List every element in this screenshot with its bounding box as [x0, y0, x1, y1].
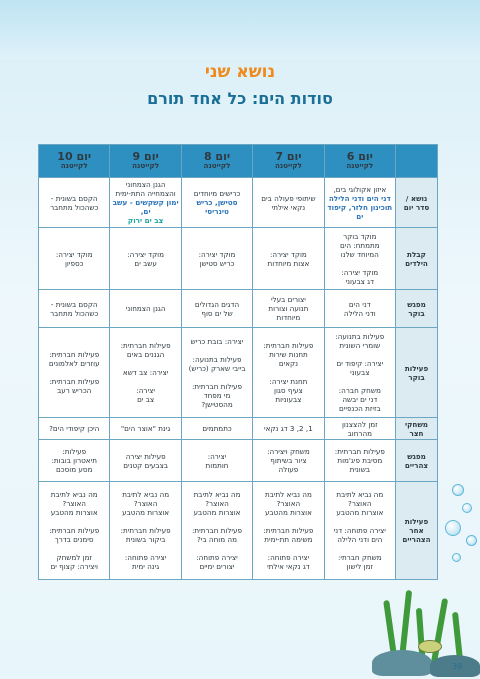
- page-number: 39: [452, 662, 463, 671]
- sea-background: [0, 0, 480, 60]
- table-cell: גינת "אוצר הים": [110, 418, 181, 440]
- table-row: [39, 290, 438, 328]
- table-cell: הקסם בשונית - כשהכול מתחבר: [39, 290, 110, 328]
- table-cell: יצורים בעלי תנועה וצורות מיוחדות: [253, 290, 324, 328]
- table-row: [39, 178, 438, 228]
- fish-icon: [418, 640, 442, 653]
- row-header: משחקי חצר: [396, 418, 438, 440]
- table-cell: משחק ויצירה: ציור בשיתוף פעולה: [253, 440, 324, 482]
- topic-heading: נושא שני: [204, 62, 276, 82]
- table-cell: יצירה: בובת כריש פעילות בתנועה: בייבי שארק (כריש) פעילות חברתית: מי מפחד מהסטישן?: [181, 328, 252, 418]
- table-cell: דני הים ודני הלילה: [324, 290, 395, 328]
- table-cell: פעילות חברתית: עוזרים לאלמונים פעילות חברתית: הכריש רעב: [39, 328, 110, 418]
- table-row: [39, 440, 438, 482]
- row-header: מפגש בוקר: [396, 290, 438, 328]
- schedule-table: [38, 144, 438, 580]
- table-cell: הקסם בשונית - כשהכול מתחבר: [39, 178, 110, 228]
- row-header: פעילות אחר הצהריים: [396, 482, 438, 580]
- table-cell: מה נביא לתיבת האוצר? אוצרות מהטבע פעילות חברתית: ביקור בשונית יצירה פתוחה: גינה ימית: [110, 482, 181, 580]
- table-cell: מוקד יצירה: כספיון: [39, 228, 110, 290]
- day-header: יום 6 לקייטנה: [324, 145, 395, 178]
- table-cell: מוקד יצירה: כריש סטישן: [181, 228, 252, 290]
- table-cell: מה נביא לתיבת האוצר? אוצרות מהטבע פעילות חברתית: משימה תת-ימית יצירה פתוחה: דג נקאי אילתי: [253, 482, 324, 580]
- table-cell: הדגים הגדולים של ים סוף: [181, 290, 252, 328]
- table-cell: פעילות חברתית: הגננים באים יצירה: צב דשא יצירה: צב ים: [110, 328, 181, 418]
- table-cell: כתמתמים: [181, 418, 252, 440]
- table-header-row: [39, 145, 438, 178]
- table-row: [39, 418, 438, 440]
- table-row: [39, 228, 438, 290]
- table-row: [39, 328, 438, 418]
- row-header: מפגש צהריים: [396, 440, 438, 482]
- corner-cell: [396, 145, 438, 178]
- table-cell: הגנן הצמחוני והצמחייה התת-ימית ימון קשקשים - עשב ים, צב ים ירוק: [110, 178, 181, 228]
- table-row: [39, 482, 438, 580]
- day-header: יום 7 לקייטנה: [253, 145, 324, 178]
- bubble: [452, 553, 461, 562]
- day-header: יום 10 לקייטנה: [39, 145, 110, 178]
- table-cell: יצירה: חותמות: [181, 440, 252, 482]
- bubble: [462, 503, 472, 513]
- day-header: יום 9 לקייטנה: [110, 145, 181, 178]
- bubble: [445, 520, 461, 536]
- bubble: [466, 535, 477, 546]
- table-cell: מוקד יצירה: עשב ים: [110, 228, 181, 290]
- table-cell: איזון אקולוגי בים, דני הים ודני הלילה תוכינון חלזר, קיפוד ים: [324, 178, 395, 228]
- table-cell: הגנן הצמחוני: [110, 290, 181, 328]
- table-cell: היכן קיפודי הים?: [39, 418, 110, 440]
- table-cell: כרישים מיוחדים סטישן, כריש טינריסי: [181, 178, 252, 228]
- row-header: פעילות בוקר: [396, 328, 438, 418]
- table-cell: 1, 2, 3 דג נקאי: [253, 418, 324, 440]
- table-cell: מה נביא לתיבת האוצר? אוצרות מהטבע פעילות חברתית: סימנים בדרך זמן למשחק ויצירה: קצוף ים: [39, 482, 110, 580]
- rock: [372, 650, 432, 676]
- table-cell: פעילות: תיאטרון בובות: מסע מוסכם: [39, 440, 110, 482]
- table-cell: מה נביא לתיבת האוצר? אוצרות מהטבע יצירה פתוחה: דני הים ודני הלילה משחק חברתי: זמן לישון: [324, 482, 395, 580]
- bubble: [452, 484, 464, 496]
- row-header: נושא / סדר יום: [396, 178, 438, 228]
- table-cell: זמן להצצנון מהרחוב: [324, 418, 395, 440]
- table-cell: מה נביא לתיבת האוצר? אוצרות מהטבע פעילות חברתית: מה מוחה בי? יצירה פתוחה: יצורים ימיים: [181, 482, 252, 580]
- page-title: סודות הים: כל אחד תורם: [147, 89, 333, 108]
- table-cell: פעילות יצירה בצבעים קטנים: [110, 440, 181, 482]
- day-header: יום 8 לקייטנה: [181, 145, 252, 178]
- table-cell: מוקד בוקר מתמתח: הים המיוחד שלנו מוקד יצירה: דג צבעוני: [324, 228, 395, 290]
- table-cell: פעילות חברתית: מסיבת פיג'מות בשונית: [324, 440, 395, 482]
- table-cell: מוקד יצירה: אצות מיוחדות: [253, 228, 324, 290]
- table-cell: שיתופי פעולה בים נקאי אילתי: [253, 178, 324, 228]
- row-header: קבלת הילדים: [396, 228, 438, 290]
- table-cell: פעילות בתנועה: שומרי השונית יצירה: קיפוד ים צבעוני משחק חברה: דני ים יבשה בזיזת הכנפיים: [324, 328, 395, 418]
- table-cell: פעילות חברתית: תחנות שירות נקאים תחנת יצירה: צעיף סגון צבעוניות: [253, 328, 324, 418]
